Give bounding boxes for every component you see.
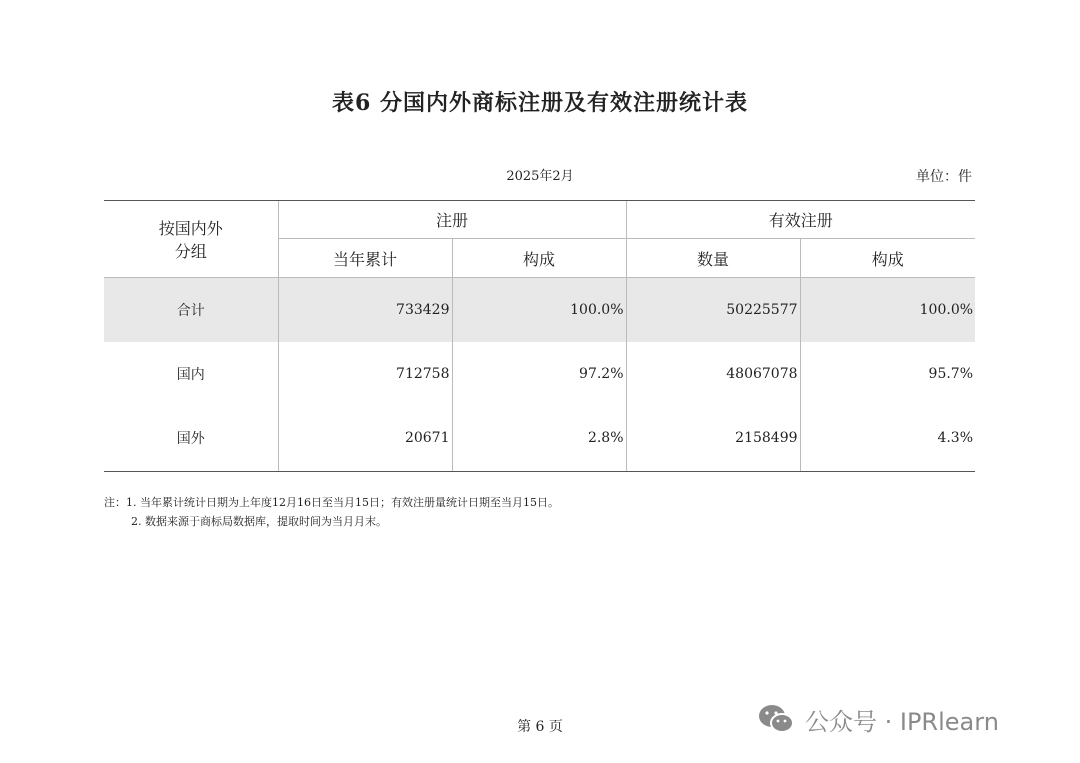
col-header-eff-share: 构成	[800, 239, 975, 278]
group-header-line1: 按国内外	[158, 219, 223, 238]
row-label: 国外	[104, 406, 278, 472]
cell-reg-total: 733429	[278, 278, 452, 342]
table-row-total	[104, 278, 975, 342]
cell-reg-share: 2.8%	[452, 406, 626, 472]
cell-eff-share: 4.3%	[800, 406, 975, 472]
footnote-1: 注：1. 当年累计统计日期为上年度12月16日至当月15日；有效注册量统计日期至当月15日。	[104, 496, 559, 509]
cell-reg-total: 20671	[278, 406, 452, 472]
watermark-text: 公众号 · IPRlearn	[805, 707, 999, 736]
group-header-line2: 分组	[174, 242, 207, 261]
cell-reg-share: 97.2%	[452, 342, 626, 406]
cell-eff-total: 50225577	[626, 278, 800, 342]
unit-label: 单位：件	[916, 169, 972, 185]
cell-eff-total: 48067078	[626, 342, 800, 406]
cell-eff-share: 95.7%	[800, 342, 975, 406]
wechat-icon	[757, 702, 795, 736]
cell-reg-total: 712758	[278, 342, 452, 406]
effective-registration-header: 有效注册	[626, 201, 975, 239]
registration-header: 注册	[278, 201, 626, 239]
report-date: 2025年2月	[506, 169, 574, 184]
cell-eff-share: 100.0%	[800, 278, 975, 342]
statistics-table	[104, 200, 975, 472]
table-row-domestic	[104, 342, 975, 406]
col-header-eff-total: 数量	[626, 239, 800, 278]
page-number: 第 6 页	[517, 719, 563, 735]
cell-reg-share: 100.0%	[452, 278, 626, 342]
footnotes	[104, 493, 559, 531]
group-header	[104, 201, 278, 278]
row-label: 合计	[176, 302, 205, 319]
row-label: 国内	[176, 366, 205, 383]
watermark	[757, 701, 999, 737]
table-row-foreign	[104, 406, 975, 472]
footnote-2: 2. 数据来源于商标局数据库，提取时间为当月月末。	[131, 515, 387, 528]
table-title: 表6 分国内外商标注册及有效注册统计表	[332, 90, 748, 116]
col-header-reg-total: 当年累计	[278, 239, 452, 278]
cell-eff-total: 2158499	[626, 406, 800, 472]
col-header-reg-share: 构成	[452, 239, 626, 278]
